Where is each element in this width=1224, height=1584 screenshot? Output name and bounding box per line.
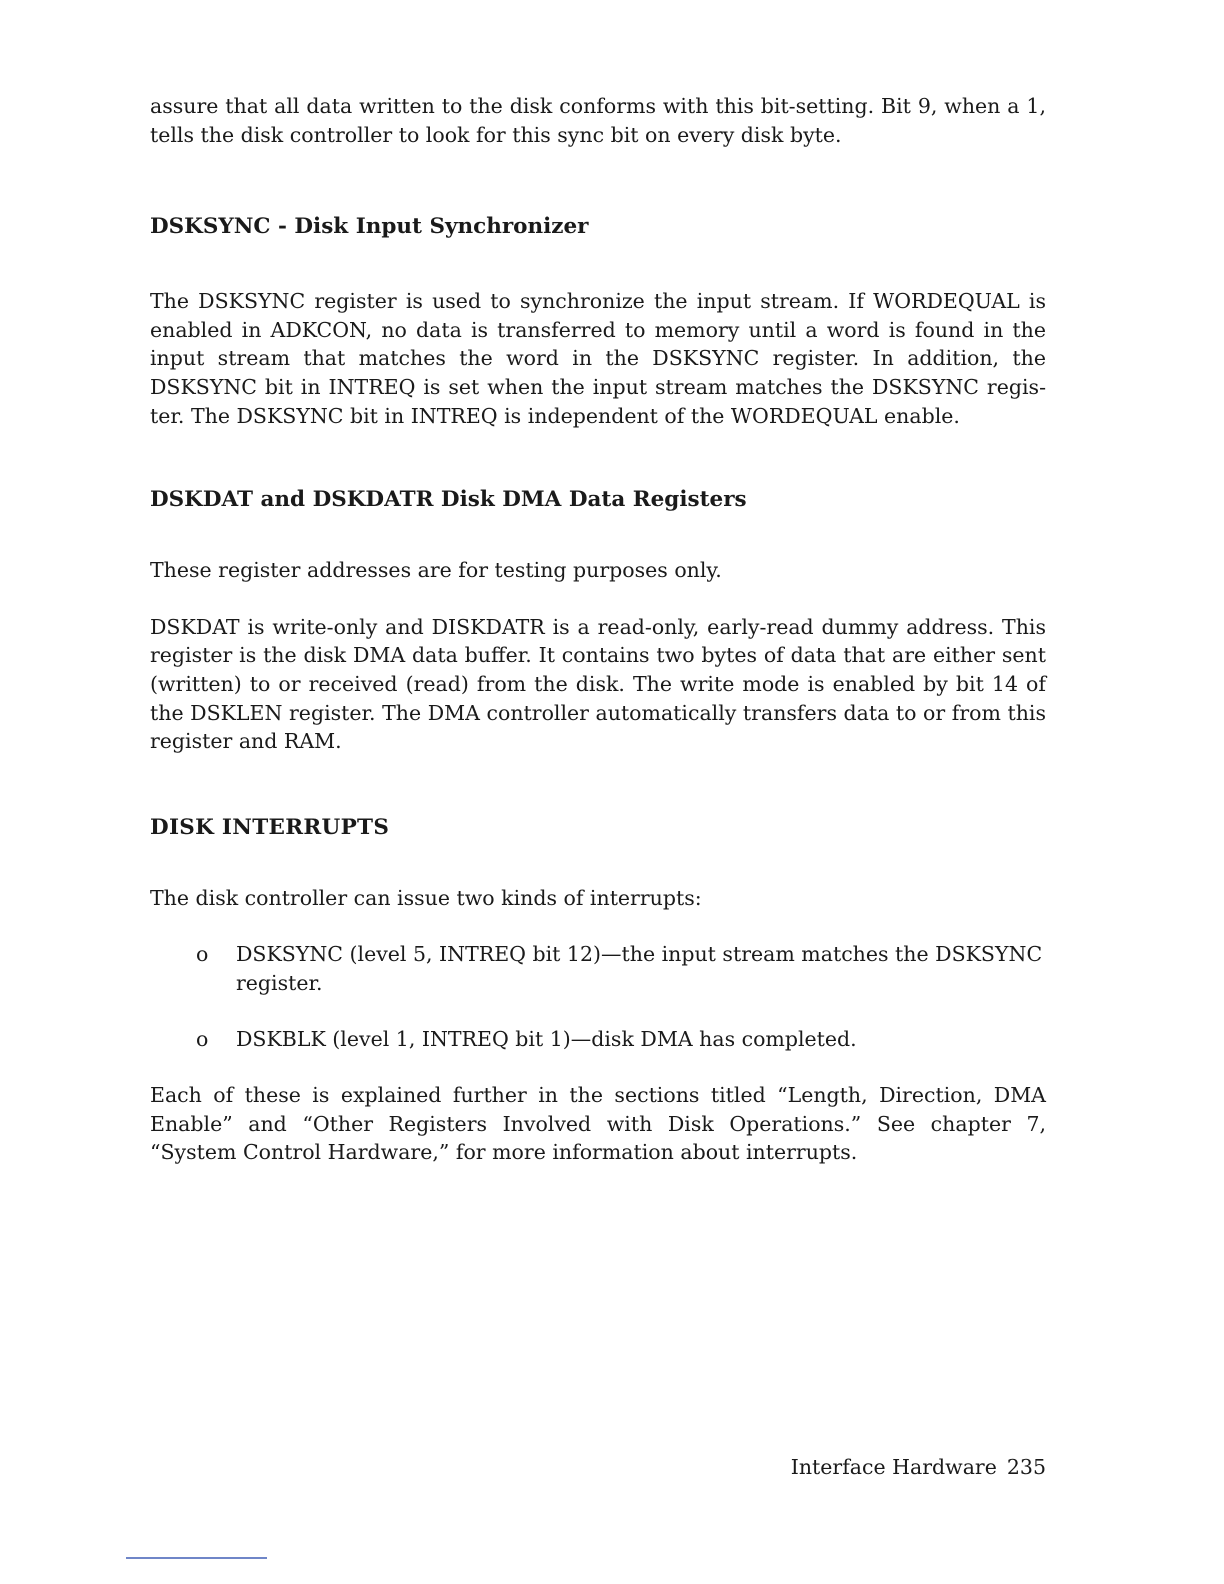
paragraph-testing: These register addresses are for testing purposes only. — [150, 558, 722, 583]
scan-edge-line — [126, 1557, 267, 1559]
page-footer — [791, 1453, 1046, 1481]
paragraph-closing: Each of these is explained further in the sections titled “Length, Direction, DMA Enable” and “Other Registers Involved with Disk Operations.” See chapter 7, “System Control Hardware,” for more information about interrupts. — [150, 1083, 1046, 1165]
heading-dskdat: DSKDAT and DSKDATR Disk DMA Data Registers — [150, 487, 747, 513]
paragraph-interrupt-kinds: The disk controller can issue two kinds of interrupts: — [150, 885, 702, 910]
paragraph-dsksync: The DSKSYNC register is used to synchronize the input stream. If WORDEQUAL is enabled in ADKCON, no data is transferred to memory until a word is found in the input stream that matches the word in the DSKSYNC register. In addition, the DSKSYNC bit in INTREQ is set when the input stream matches the DSKSYNC register. The DSKSYNC bit in INTREQ is independent of the WORDEQUAL enable. — [150, 289, 1046, 428]
heading-disk-interrupts: DISK INTERRUPTS — [150, 814, 390, 840]
list-item-text: DSKSYNC (level 5, INTREQ bit 12)—the input stream matches the DSKSYNC register. — [236, 942, 1043, 995]
list-item — [150, 1025, 1046, 1054]
bullet-marker: o — [196, 942, 209, 967]
list-item — [150, 940, 1046, 997]
bullet-marker: o — [196, 1026, 209, 1051]
paragraph-dskdat: DSKDAT is write-only and DISKDATR is a read-only, early-read dummy address. This register is the disk DMA data buffer. It contains two bytes of data that are either sent (written) to or received (read) from the disk. The write mode is enabled by bit 14 of the DSKLEN register. The DMA controller automatically transfers data to or from this register and RAM. — [150, 614, 1046, 754]
page-number: 235 — [1006, 1455, 1046, 1479]
interrupt-list — [150, 940, 1046, 1053]
footer-section-title: Interface Hardware — [790, 1455, 997, 1479]
intro-paragraph: assure that all data written to the disk conforms with this bit-setting. Bit 9, when a 1, tells the disk controller to look for this sync bit on every disk byte. — [150, 94, 1046, 147]
list-item-text: DSKBLK (level 1, INTREQ bit 1)—disk DMA has completed. — [236, 1026, 857, 1051]
document-page — [150, 92, 1046, 1167]
heading-dsksync: DSKSYNC - Disk Input Synchronizer — [150, 214, 589, 240]
